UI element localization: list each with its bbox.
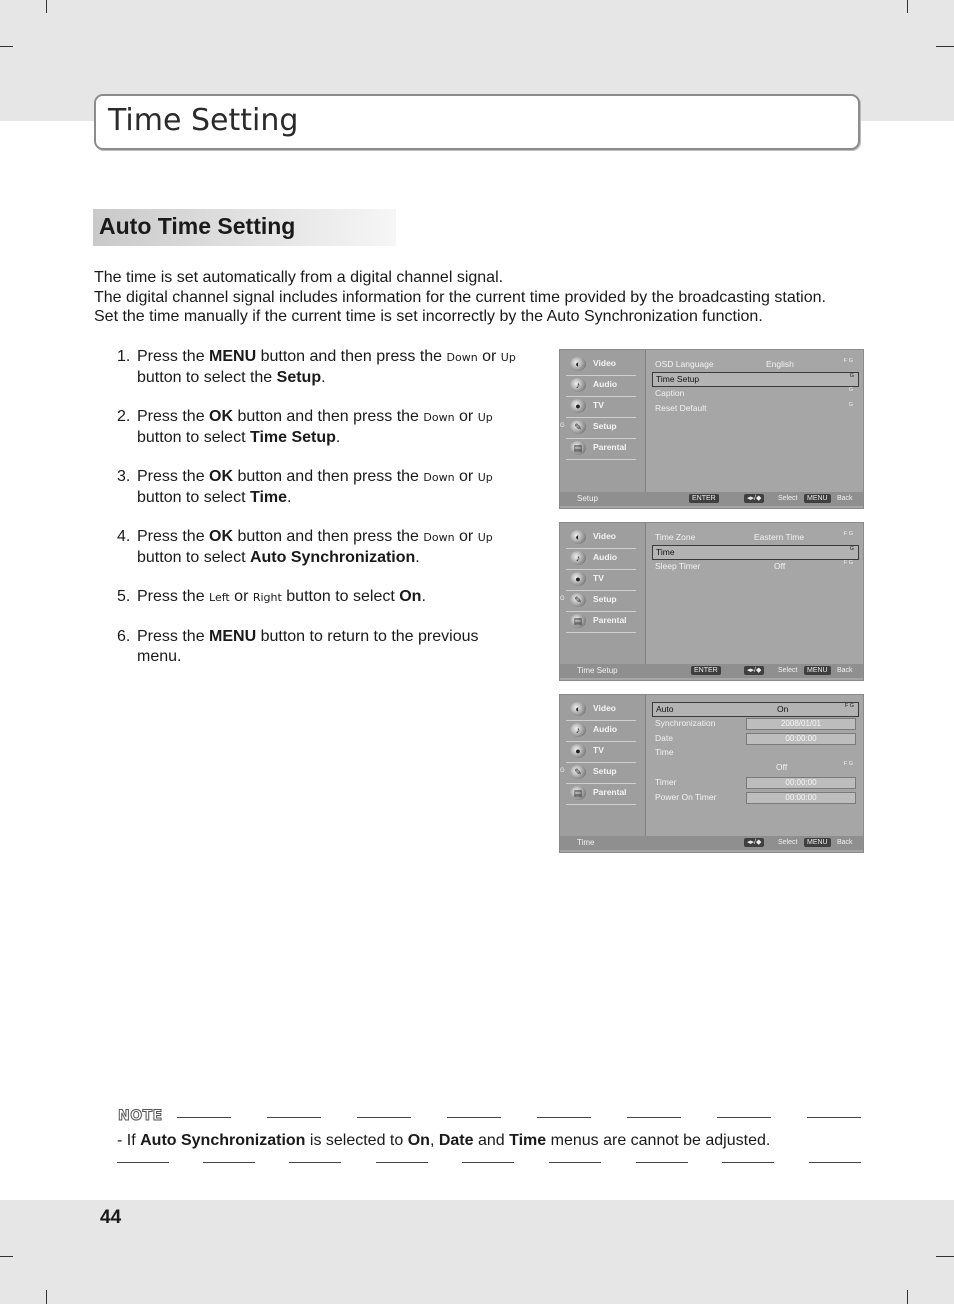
step-button-name: Down bbox=[446, 351, 478, 364]
note-rule bbox=[289, 1162, 341, 1163]
osd-divider bbox=[645, 350, 646, 493]
step-text: or bbox=[454, 408, 478, 425]
step-text: Press the bbox=[137, 348, 210, 365]
row-value-box: 2008/01/01 bbox=[746, 718, 856, 730]
menu-key: MENU bbox=[804, 666, 831, 675]
side-item-label: Video bbox=[593, 531, 616, 541]
menu-row[interactable] bbox=[652, 717, 857, 730]
step-1 bbox=[117, 347, 517, 388]
select-label: Select bbox=[778, 839, 798, 846]
side-item-setup[interactable] bbox=[560, 763, 636, 784]
step-text: Press the bbox=[137, 588, 210, 605]
side-item-setup[interactable] bbox=[560, 591, 636, 612]
side-item-label: Video bbox=[593, 358, 616, 368]
note-rule bbox=[722, 1162, 774, 1163]
step-number: 3. bbox=[117, 468, 131, 485]
note-rule bbox=[357, 1117, 411, 1118]
side-item-parental[interactable] bbox=[566, 784, 636, 805]
menu-row[interactable] bbox=[652, 402, 857, 415]
row-label: Sleep Timer bbox=[655, 561, 701, 571]
row-arrows: G bbox=[848, 402, 853, 408]
step-text: Press the bbox=[137, 468, 210, 485]
page-title: Time Setting bbox=[108, 103, 299, 138]
enter-key: ENTER bbox=[691, 666, 721, 675]
footer-title: Setup bbox=[577, 494, 598, 503]
menu-row[interactable] bbox=[652, 761, 857, 774]
osd-footer bbox=[560, 664, 863, 678]
side-item-parental[interactable] bbox=[566, 439, 636, 460]
step-key: OK bbox=[209, 468, 234, 485]
footer-title: Time Setup bbox=[577, 666, 618, 675]
setup-icon: ✎ bbox=[570, 593, 586, 607]
note-fragment: is selected to bbox=[305, 1132, 408, 1149]
step-text: button to select bbox=[281, 588, 400, 605]
step-text: . bbox=[415, 549, 420, 566]
step-number: 2. bbox=[117, 408, 131, 425]
step-key: OK bbox=[209, 528, 234, 545]
row-label: Power On Timer bbox=[655, 792, 717, 802]
side-item-tv[interactable] bbox=[566, 570, 636, 591]
g-marker: G bbox=[560, 768, 565, 774]
row-arrows: F G bbox=[844, 703, 854, 709]
page-number: 44 bbox=[100, 1207, 122, 1228]
step-target: On bbox=[399, 588, 422, 605]
footer-band bbox=[0, 1200, 954, 1304]
note-rule bbox=[117, 1162, 169, 1163]
note-rule bbox=[537, 1117, 591, 1118]
row-value: English bbox=[766, 359, 794, 369]
row-arrows: F G bbox=[843, 358, 853, 364]
step-text: button and then press the bbox=[233, 408, 424, 425]
row-label: Time bbox=[656, 547, 675, 557]
side-item-label: TV bbox=[593, 745, 604, 755]
step-button-name: Up bbox=[477, 531, 493, 544]
menu-row[interactable] bbox=[652, 732, 857, 745]
parental-icon: ▤ bbox=[570, 614, 586, 628]
menu-row[interactable] bbox=[652, 531, 857, 544]
side-item-label: Video bbox=[593, 703, 616, 713]
step-key: OK bbox=[209, 408, 234, 425]
row-value: On bbox=[777, 704, 789, 714]
step-key: MENU bbox=[209, 628, 257, 645]
step-text: button and then press the bbox=[256, 348, 447, 365]
note-emphasis: Auto Synchronization bbox=[140, 1132, 306, 1149]
side-item-label: Setup bbox=[593, 766, 617, 776]
side-item-label: Audio bbox=[593, 552, 618, 562]
row-label: OSD Language bbox=[655, 359, 714, 369]
step-5 bbox=[117, 587, 517, 608]
nav-arrows-icon: ◂▸/◆ bbox=[744, 838, 764, 847]
audio-icon: ♪ bbox=[570, 551, 586, 565]
step-text: or bbox=[454, 528, 478, 545]
row-arrows: F G bbox=[843, 560, 853, 566]
side-item-video[interactable] bbox=[566, 528, 636, 549]
step-3 bbox=[117, 467, 517, 508]
menu-row[interactable] bbox=[652, 776, 857, 789]
step-button-name: Up bbox=[477, 411, 493, 424]
osd-menu-setup bbox=[559, 349, 864, 509]
row-value-box: 00:00:00 bbox=[746, 792, 856, 804]
select-label: Select bbox=[778, 495, 798, 502]
row-label: Reset Default bbox=[655, 403, 707, 413]
step-button-name: Up bbox=[500, 351, 516, 364]
step-text: button and then press the bbox=[233, 468, 424, 485]
note-rule bbox=[549, 1162, 601, 1163]
menu-row[interactable] bbox=[652, 746, 857, 759]
row-label: Date bbox=[655, 733, 673, 743]
step-button-name: Left bbox=[209, 591, 230, 604]
side-item-label: Parental bbox=[593, 442, 627, 452]
crop-mark bbox=[936, 46, 954, 47]
note-fragment: , bbox=[429, 1132, 439, 1149]
intro-paragraph bbox=[94, 268, 874, 327]
menu-row[interactable] bbox=[652, 387, 857, 400]
crop-mark bbox=[46, 1290, 47, 1304]
step-text: . bbox=[287, 489, 292, 506]
row-label: Time bbox=[655, 747, 674, 757]
page-title-box bbox=[94, 94, 860, 150]
side-item-audio[interactable] bbox=[566, 549, 636, 570]
crop-mark bbox=[907, 1290, 908, 1304]
select-label: Select bbox=[778, 667, 798, 674]
row-arrows: G bbox=[849, 373, 854, 379]
side-item-label: Parental bbox=[593, 615, 627, 625]
intro-line: The time is set automatically from a digital channel signal. bbox=[94, 269, 504, 286]
note-rule bbox=[177, 1117, 231, 1118]
side-item-setup[interactable] bbox=[560, 418, 636, 439]
side-item-label: Setup bbox=[593, 421, 617, 431]
row-label: Caption bbox=[655, 388, 685, 398]
note-rule bbox=[809, 1162, 861, 1163]
step-text: or bbox=[454, 468, 478, 485]
step-4 bbox=[117, 527, 517, 568]
osd-divider bbox=[645, 523, 646, 665]
step-number: 6. bbox=[117, 628, 131, 645]
row-value: Eastern Time bbox=[754, 532, 805, 542]
step-text: or bbox=[477, 348, 501, 365]
note-rule bbox=[462, 1162, 514, 1163]
row-arrows: F G bbox=[843, 531, 853, 537]
row-arrows: F G bbox=[843, 761, 853, 767]
side-item-parental[interactable] bbox=[566, 612, 636, 633]
note-emphasis: On bbox=[407, 1132, 430, 1149]
step-text: button to select the bbox=[137, 369, 277, 386]
menu-key: MENU bbox=[804, 494, 831, 503]
step-button-name: Down bbox=[423, 531, 455, 544]
note-label: NOTE bbox=[118, 1108, 163, 1124]
step-text: Press the bbox=[137, 528, 210, 545]
step-button-name: Right bbox=[252, 591, 282, 604]
footer-title: Time bbox=[577, 838, 595, 847]
side-item-tv[interactable] bbox=[566, 742, 636, 763]
back-label: Back bbox=[837, 839, 853, 846]
crop-mark bbox=[907, 0, 908, 13]
note-fragment: menus are cannot be adjusted. bbox=[546, 1132, 771, 1149]
row-label: Auto bbox=[656, 704, 674, 714]
nav-arrows-icon: ◂▸/◆ bbox=[744, 666, 764, 675]
step-button-name: Up bbox=[477, 471, 493, 484]
note-rule bbox=[376, 1162, 428, 1163]
step-2 bbox=[117, 407, 517, 448]
side-item-audio[interactable] bbox=[566, 721, 636, 742]
osd-divider bbox=[645, 695, 646, 837]
note-rule bbox=[807, 1117, 861, 1118]
osd-footer bbox=[560, 492, 863, 506]
step-button-name: Down bbox=[423, 411, 455, 424]
setup-icon: ✎ bbox=[570, 420, 586, 434]
section-header bbox=[93, 209, 396, 246]
note-rule bbox=[267, 1117, 321, 1118]
crop-mark bbox=[0, 46, 13, 47]
steps-list bbox=[117, 347, 517, 686]
note-rule bbox=[636, 1162, 688, 1163]
crop-mark bbox=[46, 0, 47, 13]
step-text: button to return to the previous menu. bbox=[137, 628, 479, 665]
g-marker: G bbox=[560, 596, 565, 602]
note-emphasis: Time bbox=[509, 1132, 547, 1149]
step-button-name: Down bbox=[423, 471, 455, 484]
g-marker: G bbox=[560, 423, 565, 429]
menu-row-selected[interactable] bbox=[652, 702, 859, 717]
video-icon: ◐ bbox=[570, 357, 586, 371]
note-fragment: and bbox=[473, 1132, 510, 1149]
nav-arrows-icon: ◂▸/◆ bbox=[744, 494, 764, 503]
row-label: Synchronization bbox=[655, 718, 716, 728]
menu-row[interactable] bbox=[652, 358, 857, 371]
row-value-box: 00:00:00 bbox=[746, 733, 856, 745]
step-text: . bbox=[421, 588, 426, 605]
step-target: Setup bbox=[276, 369, 322, 386]
tv-icon: ● bbox=[570, 744, 586, 758]
side-item-audio[interactable] bbox=[566, 376, 636, 397]
step-text: button to select bbox=[137, 549, 250, 566]
menu-row[interactable] bbox=[652, 791, 857, 804]
row-value: Off bbox=[776, 762, 788, 772]
side-item-label: Audio bbox=[593, 724, 618, 734]
step-target: Auto Synchronization bbox=[249, 549, 416, 566]
side-item-video[interactable] bbox=[566, 700, 636, 721]
step-target: Time Setup bbox=[249, 429, 336, 446]
video-icon: ◐ bbox=[570, 530, 586, 544]
video-icon: ◐ bbox=[570, 702, 586, 716]
note-rule bbox=[717, 1117, 771, 1118]
side-item-label: TV bbox=[593, 400, 604, 410]
side-item-video[interactable] bbox=[566, 355, 636, 376]
row-label: Timer bbox=[655, 777, 677, 787]
note-rule bbox=[627, 1117, 681, 1118]
section-title: Auto Time Setting bbox=[99, 213, 296, 239]
step-text: or bbox=[229, 588, 253, 605]
step-text: Press the bbox=[137, 628, 210, 645]
parental-icon: ▤ bbox=[570, 441, 586, 455]
side-item-tv[interactable] bbox=[566, 397, 636, 418]
osd-menu-time bbox=[559, 694, 864, 853]
note-text bbox=[117, 1132, 770, 1150]
note-rule bbox=[203, 1162, 255, 1163]
parental-icon: ▤ bbox=[570, 786, 586, 800]
step-number: 1. bbox=[117, 348, 131, 365]
intro-line: Set the time manually if the current time is set incorrectly by the Auto Synchronization function. bbox=[94, 308, 763, 325]
setup-icon: ✎ bbox=[570, 765, 586, 779]
tv-icon: ● bbox=[570, 399, 586, 413]
step-target: Time bbox=[249, 489, 288, 506]
back-label: Back bbox=[837, 495, 853, 502]
back-label: Back bbox=[837, 667, 853, 674]
crop-mark bbox=[0, 1256, 13, 1257]
step-text: button to select bbox=[137, 489, 250, 506]
step-6 bbox=[117, 627, 517, 667]
row-arrows: G bbox=[848, 387, 853, 393]
intro-line: The digital channel signal includes information for the current time provided by the broadcasting station. bbox=[94, 288, 826, 306]
step-text: . bbox=[321, 369, 326, 386]
note-emphasis: Date bbox=[438, 1132, 474, 1149]
row-value-box: 00:00:00 bbox=[746, 777, 856, 789]
enter-key: ENTER bbox=[689, 494, 719, 503]
audio-icon: ♪ bbox=[570, 378, 586, 392]
step-number: 5. bbox=[117, 588, 131, 605]
menu-row-selected[interactable] bbox=[652, 545, 859, 560]
step-number: 4. bbox=[117, 528, 131, 545]
step-key: MENU bbox=[209, 348, 257, 365]
tv-icon: ● bbox=[570, 572, 586, 586]
step-text: Press the bbox=[137, 408, 210, 425]
side-item-label: TV bbox=[593, 573, 604, 583]
menu-key: MENU bbox=[804, 838, 831, 847]
menu-row[interactable] bbox=[652, 560, 857, 573]
note-fragment: - If bbox=[117, 1132, 141, 1149]
osd-footer bbox=[560, 836, 863, 850]
step-text: button and then press the bbox=[233, 528, 424, 545]
step-text: button to select bbox=[137, 429, 250, 446]
row-arrows: G bbox=[849, 546, 854, 552]
side-item-label: Parental bbox=[593, 787, 627, 797]
side-item-label: Setup bbox=[593, 594, 617, 604]
side-item-label: Audio bbox=[593, 379, 618, 389]
row-value: Off bbox=[774, 561, 786, 571]
menu-row-selected[interactable] bbox=[652, 372, 859, 387]
note-rule bbox=[447, 1117, 501, 1118]
row-label: Time Setup bbox=[656, 374, 700, 384]
audio-icon: ♪ bbox=[570, 723, 586, 737]
crop-mark bbox=[936, 1256, 954, 1257]
step-text: . bbox=[335, 429, 341, 446]
osd-menu-time-setup bbox=[559, 522, 864, 681]
row-label: Time Zone bbox=[655, 532, 696, 542]
